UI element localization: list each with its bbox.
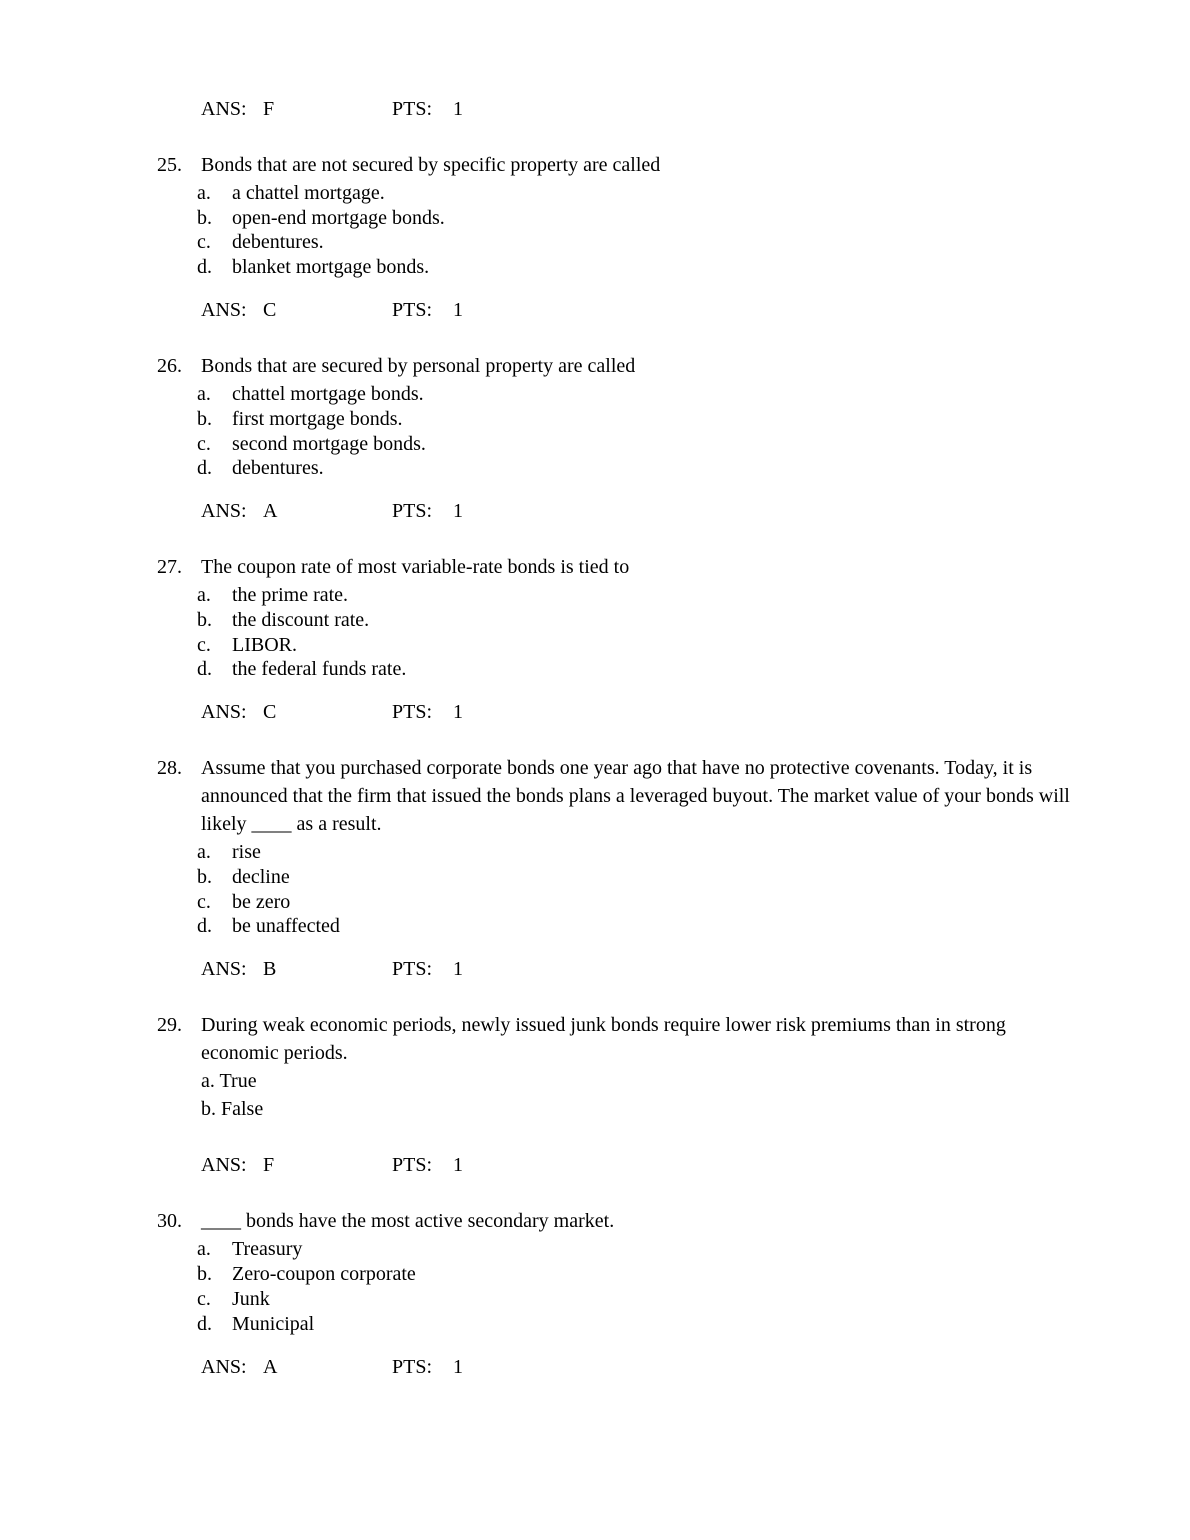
answer-option: Zero-coupon corporate (232, 1263, 416, 1286)
ans-label: ANS: (201, 299, 247, 322)
answer-option: blanket mortgage bonds. (232, 256, 430, 279)
question-number: 27. (157, 556, 182, 579)
answer-option: b. False (201, 1098, 264, 1121)
points-value: 1 (453, 958, 463, 981)
answer-value: F (263, 1154, 275, 1177)
question-text: Bonds that are secured by personal property are called (201, 355, 636, 378)
option-letter: a. (197, 1238, 211, 1261)
ans-label: ANS: (201, 1355, 247, 1378)
points-value: 1 (453, 701, 463, 724)
answer-value: C (263, 701, 277, 724)
ans-label: ANS: (201, 98, 247, 120)
option-letter: b. (197, 407, 212, 430)
answer-option: debentures. (232, 231, 324, 254)
pts-label: PTS: (392, 1154, 433, 1177)
answer-option: be zero (232, 890, 291, 913)
pts-label: PTS: (392, 98, 433, 120)
answer-option: LIBOR. (232, 633, 297, 656)
answer-option: be unaffected (232, 915, 340, 938)
answer-value: B (263, 958, 277, 981)
answer-option: a. True (201, 1070, 257, 1093)
option-letter: b. (197, 866, 212, 888)
ans-label: ANS: (201, 701, 247, 724)
option-letter: c. (197, 231, 211, 254)
question-text: Bonds that are not secured by specific property are called (201, 154, 661, 176)
pts-label: PTS: (392, 1355, 433, 1378)
pts-label: PTS: (392, 701, 433, 724)
answer-value: A (263, 500, 278, 523)
question-number: 26. (157, 355, 182, 378)
option-letter: d. (197, 457, 212, 480)
ans-label: ANS: (201, 1154, 247, 1177)
answer-option: Municipal (232, 1312, 315, 1335)
answer-option: Junk (232, 1287, 270, 1310)
answer-option: the federal funds rate. (232, 658, 407, 681)
answer-option: rise (232, 841, 261, 864)
points-value: 1 (453, 1355, 463, 1378)
question-number: 30. (157, 1210, 182, 1233)
answer-option: a chattel mortgage. (232, 182, 385, 204)
ans-label: ANS: (201, 500, 247, 523)
question-text: ____ bonds have the most active secondary market. (201, 1210, 615, 1233)
answer-value: A (263, 1355, 278, 1378)
option-letter: d. (197, 256, 212, 279)
option-letter: a. (197, 383, 211, 406)
option-letter: b. (197, 206, 212, 229)
option-letter: d. (197, 1312, 212, 1335)
option-letter: d. (197, 915, 212, 938)
option-letter: b. (197, 1263, 212, 1286)
question-number: 28. (157, 757, 182, 780)
option-letter: b. (197, 608, 212, 631)
question-number: 25. (157, 154, 182, 176)
ans-label: ANS: (201, 958, 247, 981)
pts-label: PTS: (392, 500, 433, 523)
option-letter: d. (197, 658, 212, 681)
answer-option: the prime rate. (232, 584, 349, 607)
answer-option: chattel mortgage bonds. (232, 383, 424, 406)
points-value: 1 (453, 500, 463, 523)
question-number: 29. (157, 1014, 182, 1037)
pts-label: PTS: (392, 299, 433, 322)
points-value: 1 (453, 98, 463, 120)
option-letter: a. (197, 584, 211, 607)
option-letter: a. (197, 182, 211, 204)
question-text: During weak economic periods, newly issued junk bonds require lower risk premiums than in strong economic periods. (201, 1014, 1006, 1065)
option-letter: c. (197, 432, 211, 455)
answer-option: second mortgage bonds. (232, 432, 426, 455)
question-text: The coupon rate of most variable-rate bonds is tied to (201, 556, 630, 579)
pts-label: PTS: (392, 958, 433, 981)
option-letter: c. (197, 633, 211, 656)
answer-option: the discount rate. (232, 608, 370, 631)
points-value: 1 (453, 1154, 463, 1177)
answer-option: debentures. (232, 457, 324, 480)
points-value: 1 (453, 299, 463, 322)
option-letter: c. (197, 1287, 211, 1310)
question-text: Assume that you purchased corporate bonds one year ago that have no protective covenants. Today, it is announced that the firm that issued the bonds plans a leveraged buyout. The market value of your bonds will likely ____ as a result. (201, 757, 1070, 836)
answer-option: first mortgage bonds. (232, 407, 403, 430)
answer-option: open-end mortgage bonds. (232, 206, 445, 229)
option-letter: a. (197, 841, 211, 864)
option-letter: c. (197, 890, 211, 913)
answer-value: F (263, 98, 275, 120)
answer-option: Treasury (232, 1238, 303, 1261)
answer-option: decline (232, 866, 290, 888)
answer-value: C (263, 299, 277, 322)
